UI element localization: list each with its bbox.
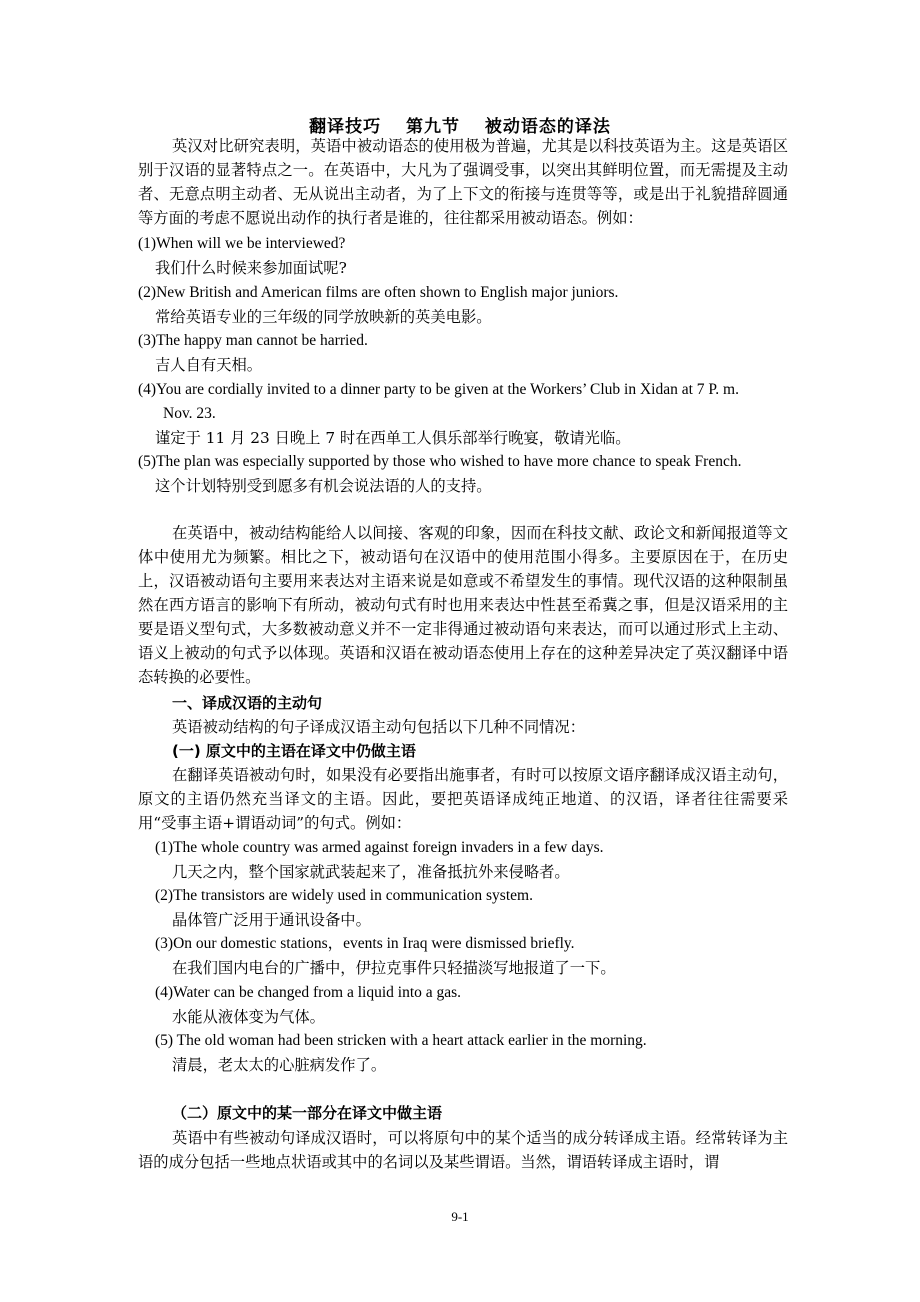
sub1-example-4-zh: 水能从液体变为气体。 bbox=[172, 1008, 325, 1026]
page-number: 9-1 bbox=[451, 1209, 469, 1224]
sub1-example-5-en: (5) The old woman had been stricken with a heart attack earlier in the morning. bbox=[155, 1032, 647, 1049]
subsection-2-text: 英语中有些被动句译成汉语时，可以将原句中的某个适当的成分转译成主语。经常转译为主语的成分包括一些地点状语或其中的名词以及某些谓语。当然，谓语转译成主语时，谓 bbox=[138, 1129, 788, 1171]
sub1-example-2-en: (2)The transistors are widely used in communication system. bbox=[155, 887, 533, 904]
title-part-1: 翻译技巧 bbox=[309, 117, 382, 137]
sub1-example-1-zh: 几天之内，整个国家就武装起来了，准备抵抗外来侵略者。 bbox=[172, 863, 570, 881]
section-1-heading: 一、译成汉语的主动句 bbox=[172, 694, 323, 712]
example-2-zh: 常给英语专业的三年级的同学放映新的英美电影。 bbox=[155, 308, 492, 326]
sub1-example-2-zh: 晶体管广泛用于通讯设备中。 bbox=[172, 911, 371, 929]
example-5-en: (5)The plan was especially supported by those who wished to have more chance to speak French. bbox=[138, 453, 742, 470]
example-2-en: (2)New British and American films are often shown to English major juniors. bbox=[138, 284, 619, 301]
sub1-example-5-zh: 清晨，老太太的心脏病发作了。 bbox=[172, 1056, 387, 1074]
subsection-1-text: 在翻译英语被动句时，如果没有必要指出施事者，有时可以按原文语序翻译成汉语主动句，原文的主语仍然充当译文的主语。因此，要把英语译成纯正地道、的汉语，译者往往需要采用“受事主语+谓语动词”的句式。例如： bbox=[138, 766, 788, 832]
section-1-intro: 英语被动结构的句子译成汉语主动句包括以下几种不同情况： bbox=[172, 718, 586, 736]
example-3-zh: 吉人自有天相。 bbox=[155, 356, 263, 374]
example-1-zh: 我们什么时候来参加面试呢? bbox=[155, 259, 347, 277]
title-part-2: 第九节 bbox=[406, 117, 460, 137]
subsection-2-heading: （二）原文中的某一部分在译文中做主语 bbox=[172, 1104, 443, 1122]
example-1-en: (1)When will we be interviewed? bbox=[138, 235, 346, 252]
example-3-en: (3)The happy man cannot be harried. bbox=[138, 332, 368, 349]
example-5-zh: 这个计划特别受到愿多有机会说法语的人的支持。 bbox=[155, 477, 492, 495]
example-4-zh: 谨定于 11 月 23 日晚上 7 时在西单工人俱乐部举行晚宴，敬请光临。 bbox=[155, 429, 631, 447]
sub1-example-4-en: (4)Water can be changed from a liquid into a gas. bbox=[155, 984, 462, 1001]
intro-paragraph: 英汉对比研究表明，英语中被动语态的使用极为普遍，尤其是以科技英语为主。这是英语区别于汉语的显著特点之一。在英语中，大凡为了强调受事，以突出其鲜明位置，而无需提及主动者、无意点明主动者、无从说出主动者，为了上下文的衔接与连贯等等，或是出于礼貌措辞圆通等方面的考虑不愿说出动作的执行者是谁的，往往都采用被动语态。例如： bbox=[138, 137, 788, 227]
example-4-en: (4)You are cordially invited to a dinner party to be given at the Workers’ Club in Xidan at 7 P. m. bbox=[138, 381, 739, 398]
title-part-3: 被动语态的译法 bbox=[484, 117, 611, 137]
sub1-example-1-en: (1)The whole country was armed against foreign invaders in a few days. bbox=[155, 839, 604, 856]
example-4-en-cont: Nov. 23. bbox=[163, 405, 216, 422]
sub1-example-3-en: (3)On our domestic stations，events in Iraq were dismissed briefly. bbox=[155, 935, 575, 952]
sub1-example-3-zh: 在我们国内电台的广播中，伊拉克事件只轻描淡写地报道了一下。 bbox=[172, 959, 616, 977]
paragraph-2: 在英语中，被动结构能给人以间接、客观的印象，因而在科技文献、政论文和新闻报道等文体中使用尤为频繁。相比之下，被动语句在汉语中的使用范围小得多。主要原因在于，在历史上，汉语被动语句主要用来表达对主语来说是如意或不希望发生的事情。现代汉语的这种限制虽然在西方语言的影响下有所动，被动句式有时也用来表达中性甚至希冀之事，但是汉语采用的主要是语义型句式，大多数被动意义并不一定非得通过被动语句来表达，而可以通过形式上主动、语义上被动的句式予以体现。英语和汉语在被动语态使用上存在的这种差异决定了英汉翻译中语态转换的必要性。 bbox=[138, 524, 788, 686]
subsection-1-heading: (一) 原文中的主语在译文中仍做主语 bbox=[172, 742, 416, 760]
